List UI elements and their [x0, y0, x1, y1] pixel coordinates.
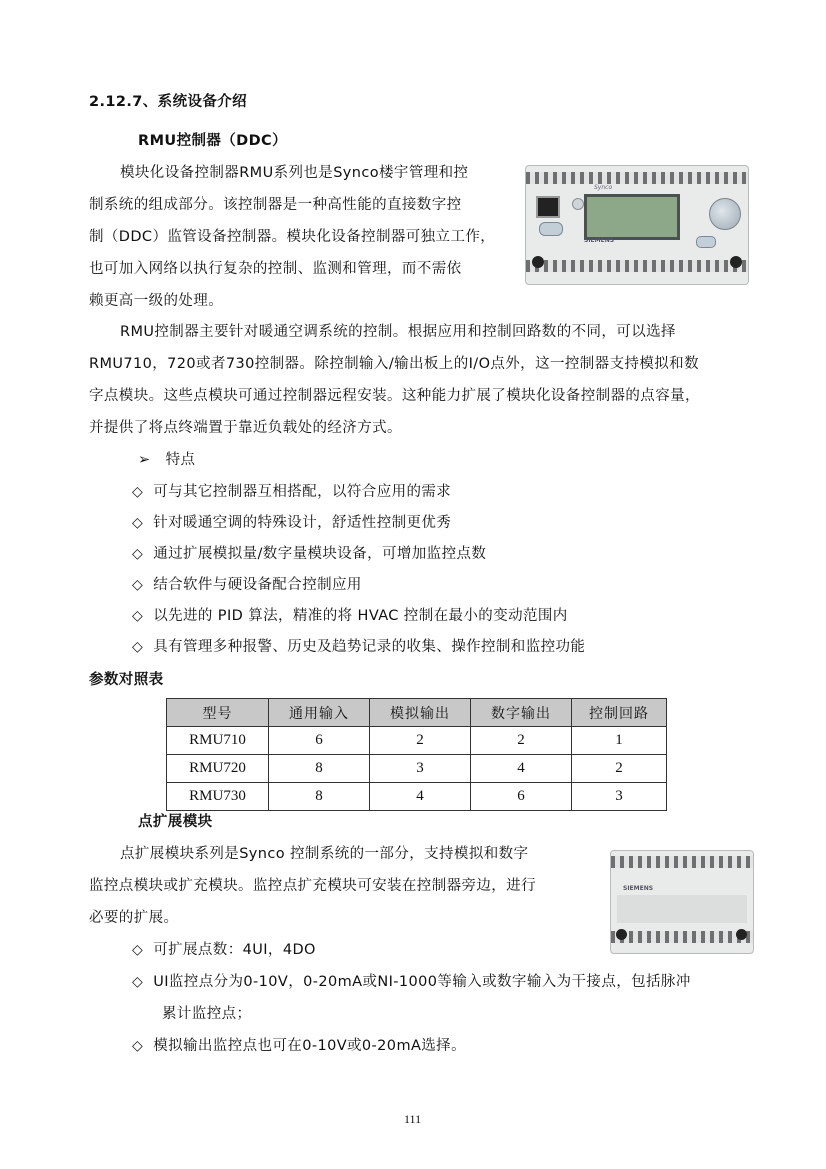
module-body-icon: [617, 895, 747, 923]
mounting-hole-icon: [730, 256, 742, 268]
feature-text: 具有管理多种报警、历史及趋势记录的收集、操作控制和监控功能: [153, 639, 586, 655]
features-heading: 特点: [165, 452, 196, 468]
button-icon: [696, 236, 716, 248]
table-row: [167, 727, 667, 755]
feature-item: [132, 637, 585, 657]
table-header-row: [167, 699, 667, 727]
rmu-heading: RMU控制器（DDC）: [138, 133, 287, 149]
feature-item: [132, 513, 451, 533]
diamond-bullet-icon: ◇: [132, 577, 144, 593]
table-header: 通用输入: [269, 699, 370, 727]
expansion-bullet-text: 模拟输出监控点也可在0-10V或0-20mA选择。: [153, 1038, 466, 1054]
feature-text: 可与其它控制器互相搭配，以符合应用的需求: [153, 484, 452, 500]
expansion-heading: 点扩展模块: [138, 814, 213, 830]
expansion-para-line: 监控点模块或扩充模块。监控点扩充模块可安装在控制器旁边，进行: [89, 878, 536, 894]
table-header: 控制回路: [572, 699, 667, 727]
diamond-bullet-icon: ◇: [132, 1038, 144, 1054]
table-cell: 2: [370, 727, 471, 755]
expansion-bullet-text: UI监控点分为0-10V，0-20mA或NI-1000等输入或数字输入为干接点，包括脉冲: [153, 974, 691, 990]
page-number: 111: [404, 1112, 422, 1126]
diamond-bullet-icon: ◇: [132, 639, 144, 655]
table-header: 模拟输出: [370, 699, 471, 727]
feature-text: 以先进的 PID 算法，精准的将 HVAC 控制在最小的变动范围内: [153, 608, 568, 624]
rmu-para1-line: 赖更高一级的处理。: [89, 293, 224, 309]
rmu-para1-line: 制（DDC）监管设备控制器。模块化设备控制器可独立工作，: [89, 229, 496, 245]
table-cell: 1: [572, 727, 667, 755]
device-label: Synco: [594, 184, 613, 191]
terminal-strip-top: [611, 856, 753, 868]
rmu-para1-line: 模块化设备控制器RMU系列也是Synco楼宇管理和控: [120, 165, 469, 181]
rmu-controller-image: [525, 165, 749, 285]
expansion-para-line: 必要的扩展。: [89, 910, 179, 926]
table-cell: RMU710: [167, 727, 269, 755]
diamond-bullet-icon: ◇: [132, 974, 144, 990]
table-row: [167, 783, 667, 811]
terminal-strip-bottom: [611, 931, 753, 943]
feature-item: [132, 606, 568, 626]
feature-item: [132, 575, 362, 595]
expansion-para-line: 点扩展模块系列是Synco 控制系统的一部分，支持模拟和数字: [120, 846, 529, 862]
led-icon: [572, 198, 584, 210]
table-cell: 3: [572, 783, 667, 811]
expansion-bullet-continuation: 累计监控点；: [162, 1006, 252, 1022]
table-cell: 8: [269, 783, 370, 811]
feature-item: [132, 482, 451, 502]
diamond-bullet-icon: ◇: [132, 546, 144, 562]
rmu-para2-line: RMU控制器主要针对暖通空调系统的控制。根据应用和控制回路数的不同，可以选择: [120, 324, 676, 340]
param-table: [166, 698, 667, 811]
rmu-para1-line: 也可加入网络以执行复杂的控制、监测和管理，而不需依: [89, 261, 462, 277]
feature-item: [132, 544, 486, 564]
table-cell: RMU730: [167, 783, 269, 811]
table-row: [167, 755, 667, 783]
expansion-module-image: [610, 850, 754, 954]
table-cell: 6: [471, 783, 572, 811]
rj45-port-icon: [536, 196, 560, 218]
table-cell: 2: [471, 727, 572, 755]
rmu-para1-line: 制系统的组成部分。该控制器是一种高性能的直接数字控: [89, 197, 462, 213]
rmu-para2-line: 并提供了将点终端置于靠近负载处的经济方式。: [89, 420, 402, 436]
rmu-para2-line: RMU710，720或者730控制器。除控制输入/输出板上的I/O点外，这一控制器支持模拟和数: [89, 356, 699, 372]
param-table-title: 参数对照表: [89, 672, 164, 688]
table-cell: 2: [572, 755, 667, 783]
table-header: 数字输出: [471, 699, 572, 727]
diamond-bullet-icon: ◇: [132, 608, 144, 624]
feature-text: 针对暖通空调的特殊设计，舒适性控制更优秀: [153, 515, 452, 531]
diamond-bullet-icon: ◇: [132, 942, 144, 958]
feature-text: 结合软件与硬设备配合控制应用: [153, 577, 362, 593]
features-heading-row: [138, 450, 195, 470]
mounting-hole-icon: [736, 929, 747, 940]
terminal-strip-top: [526, 172, 748, 184]
device-brand: SIEMENS: [623, 885, 654, 892]
table-cell: 4: [370, 783, 471, 811]
lcd-display-icon: [584, 194, 680, 240]
rmu-para2-line: 字点模块。这些点模块可通过控制器远程安装。这种能力扩展了模块化设备控制器的点容量，: [89, 388, 700, 404]
arrow-bullet-icon: ➢: [138, 452, 151, 468]
table-cell: 6: [269, 727, 370, 755]
diamond-bullet-icon: ◇: [132, 484, 144, 500]
mounting-hole-icon: [532, 256, 544, 268]
rotary-knob-icon: [709, 198, 741, 230]
button-icon: [539, 222, 563, 236]
terminal-strip-bottom: [526, 260, 748, 272]
expansion-bullet: [132, 1036, 466, 1056]
table-cell: 3: [370, 755, 471, 783]
mounting-hole-icon: [616, 929, 627, 940]
table-cell: 8: [269, 755, 370, 783]
diamond-bullet-icon: ◇: [132, 515, 144, 531]
expansion-bullet: [132, 940, 316, 960]
expansion-bullet-text: 可扩展点数：4UI，4DO: [153, 942, 316, 958]
table-cell: 4: [471, 755, 572, 783]
section-title: 2.12.7、系统设备介绍: [89, 94, 248, 110]
device-brand: SIEMENS: [584, 237, 615, 244]
table-header: 型号: [167, 699, 269, 727]
expansion-bullet: [132, 972, 691, 992]
table-cell: RMU720: [167, 755, 269, 783]
feature-text: 通过扩展模拟量/数字量模块设备，可增加监控点数: [153, 546, 487, 562]
